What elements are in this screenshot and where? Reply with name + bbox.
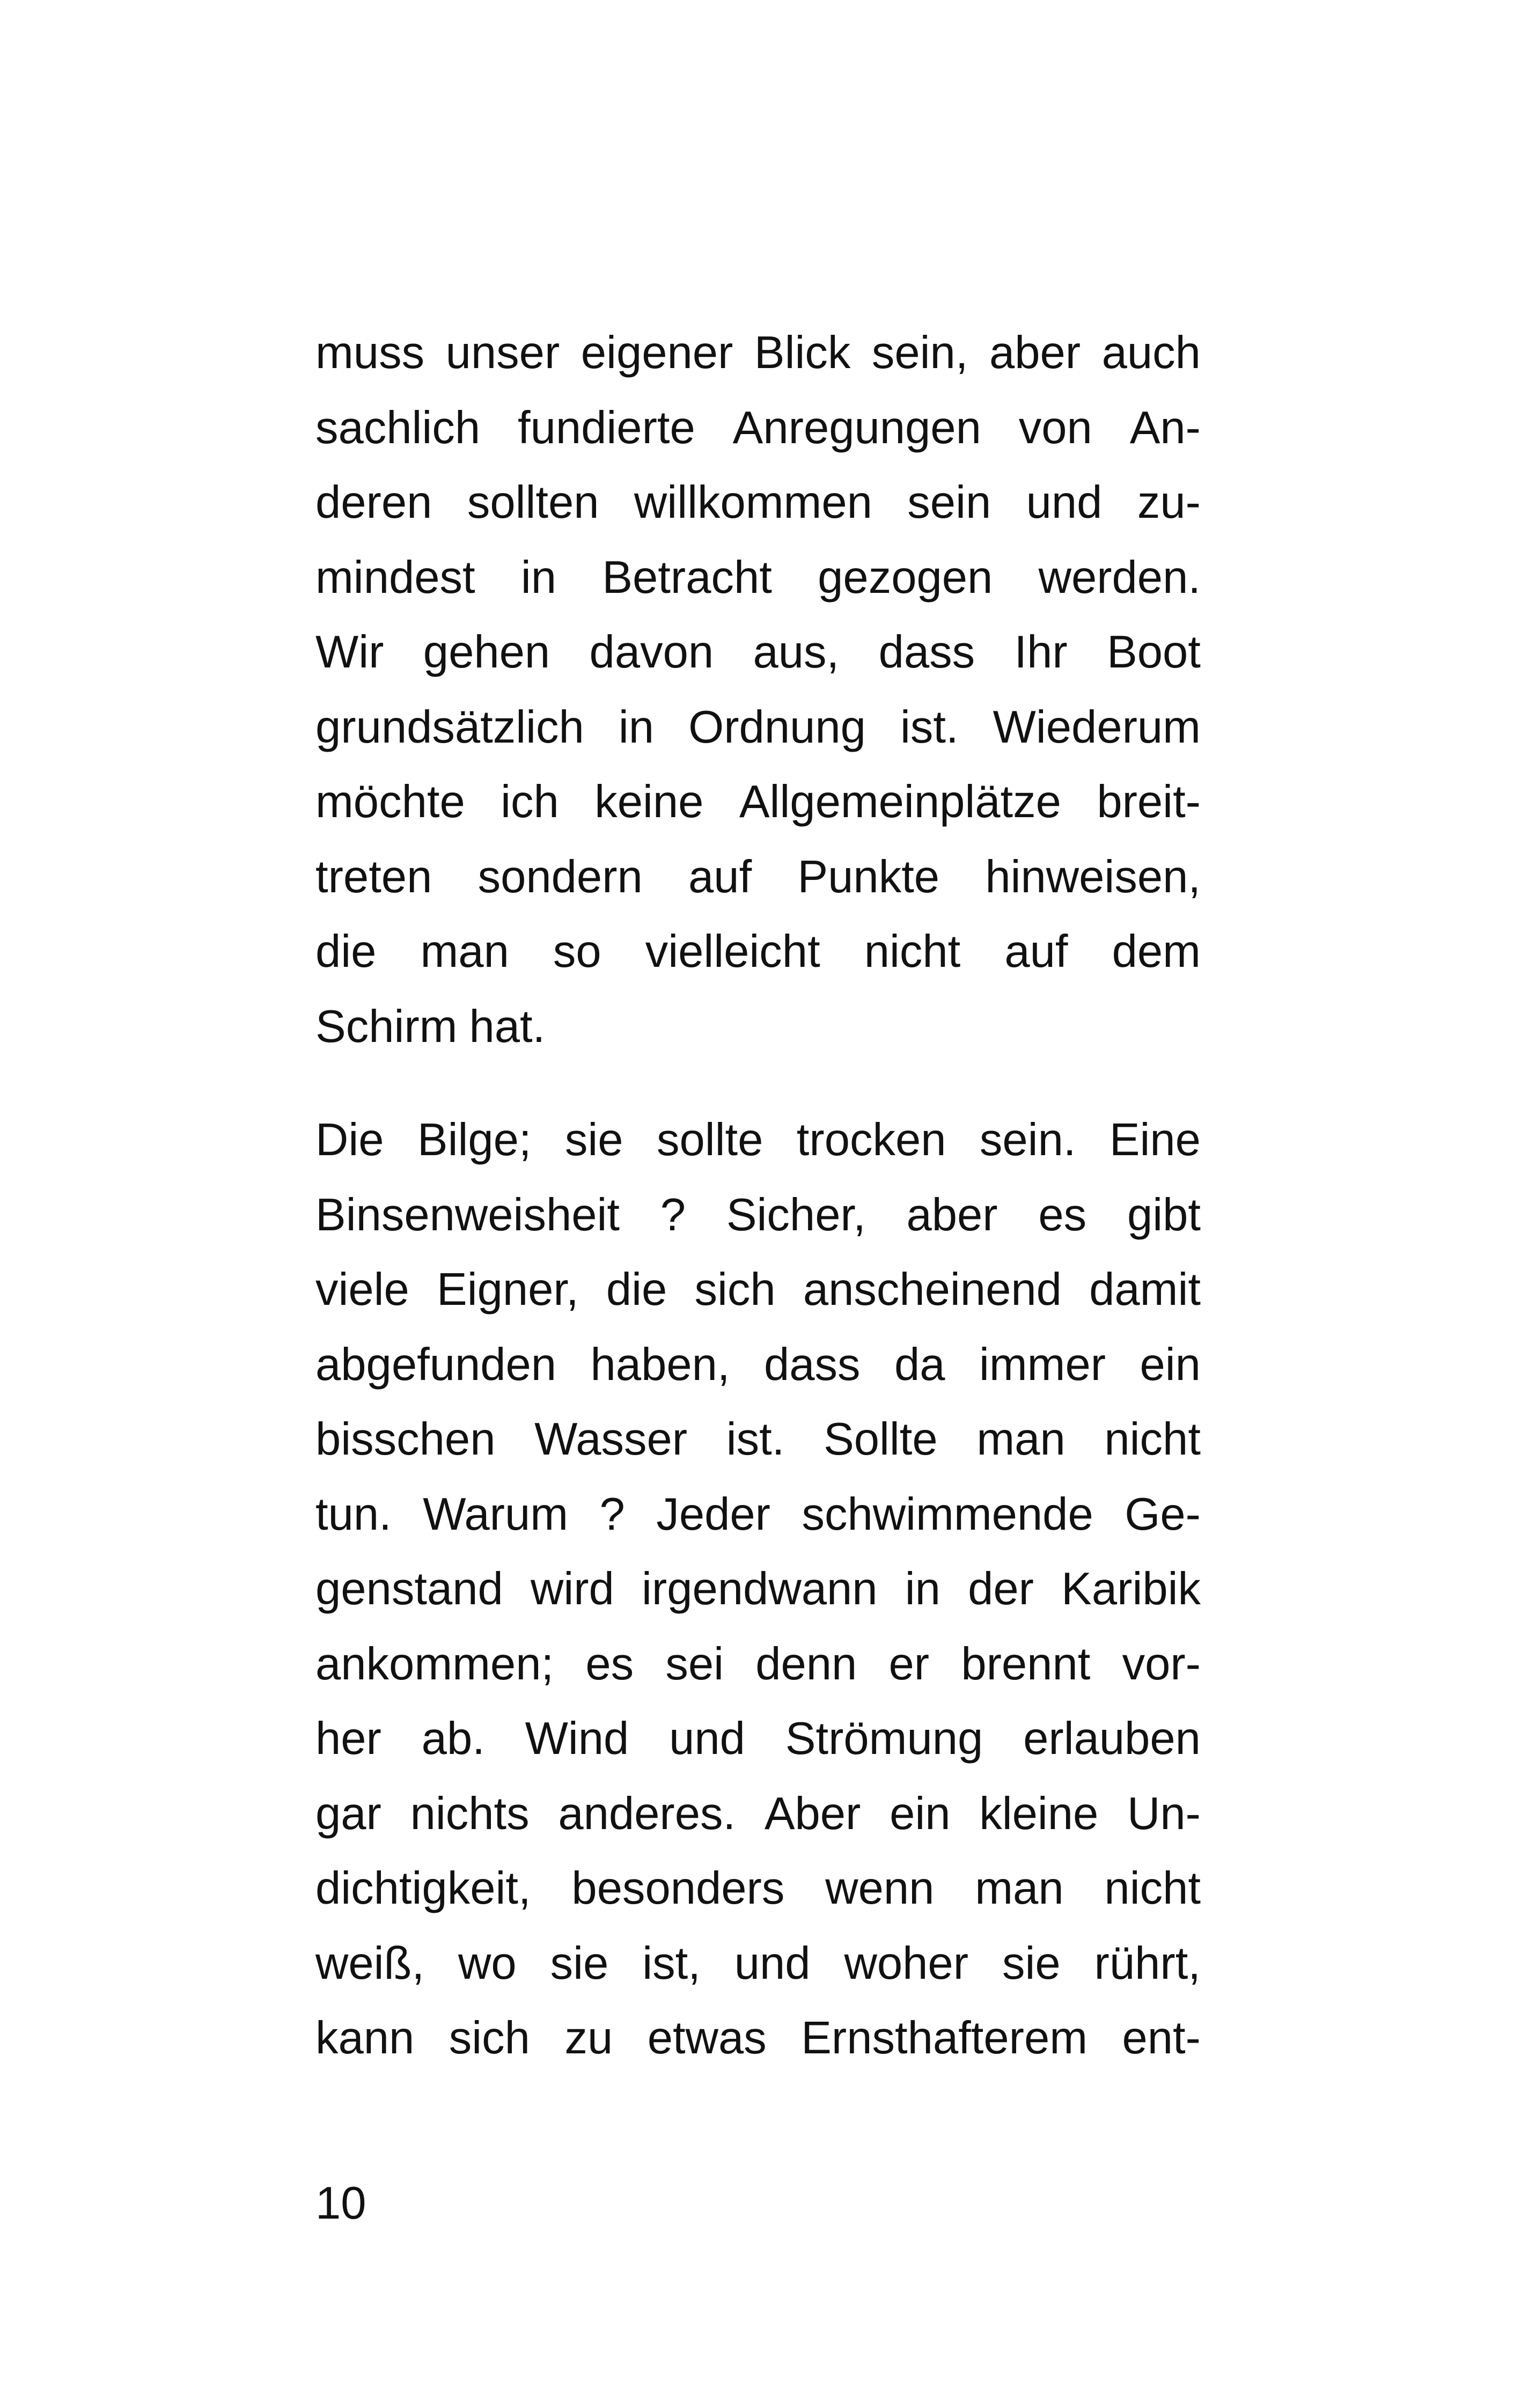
word: dass [763, 1339, 861, 1390]
word: trocken [796, 1114, 946, 1165]
word: Wasser [534, 1414, 688, 1465]
word: kann [315, 2013, 415, 2064]
word: ist. [726, 1414, 785, 1465]
word: sollten [467, 477, 599, 528]
word: Ordnung [688, 701, 866, 753]
word: nichts [410, 1788, 530, 1839]
page-number: 10 [315, 2178, 366, 2229]
text-line [315, 391, 1201, 466]
word: denn [755, 1638, 857, 1690]
word: nicht [864, 926, 961, 977]
word: und [1026, 477, 1103, 528]
word: ankommen; [315, 1638, 554, 1690]
word: so [553, 926, 601, 977]
word: und [734, 1937, 811, 1989]
word: ent- [1122, 2013, 1201, 2064]
word: besonders [571, 1863, 785, 1914]
word: fundierte [517, 402, 695, 453]
word: sondern [477, 851, 643, 902]
word: irgendwann [642, 1563, 878, 1614]
word: Wind [525, 1713, 629, 1764]
word: in [520, 552, 557, 603]
word: man [420, 926, 509, 977]
word: ? [599, 1488, 625, 1540]
word: wenn [825, 1863, 935, 1914]
word: sachlich [315, 402, 481, 453]
word: es [1038, 1189, 1087, 1240]
word: gibt [1127, 1189, 1201, 1240]
word: sie [564, 1114, 623, 1165]
word: gezogen [818, 552, 993, 603]
text-line [315, 1178, 1201, 1253]
word: ein [890, 1788, 951, 1839]
word: abgefunden [315, 1339, 557, 1390]
word: Ihr [1014, 627, 1068, 678]
text-line [315, 1327, 1201, 1403]
word: davon [589, 627, 714, 678]
word: Strömung [785, 1713, 983, 1764]
word: eigener [581, 327, 733, 378]
word: Anregungen [732, 402, 981, 453]
text-line [315, 465, 1201, 540]
word: mindest [315, 552, 475, 603]
word: genstand [315, 1563, 503, 1614]
word: er [888, 1638, 930, 1690]
word: brennt [961, 1638, 1091, 1690]
word: deren [315, 477, 432, 528]
word: in [905, 1563, 940, 1614]
word: möchte [315, 776, 465, 827]
word: Blick [754, 327, 851, 378]
word: von [1018, 402, 1092, 453]
word: ist. [900, 701, 959, 753]
word: dass [878, 627, 975, 678]
word: dem [1112, 926, 1201, 977]
word: sein. [979, 1114, 1076, 1165]
word: willkommen [634, 477, 872, 528]
word: aus, [753, 627, 840, 678]
text-line [315, 1252, 1201, 1327]
word: Wiederum [993, 701, 1201, 753]
word: An- [1129, 402, 1201, 453]
word: ich [501, 776, 559, 827]
word: Ernsthafterem [801, 2013, 1088, 2064]
text-line [315, 2001, 1201, 2076]
word: werden. [1038, 552, 1201, 603]
word: kleine [979, 1788, 1099, 1839]
word: damit [1089, 1264, 1201, 1315]
word: Eigner, [437, 1264, 579, 1315]
word: hat. [469, 1001, 546, 1052]
word: treten [315, 851, 432, 902]
word: wo [458, 1937, 517, 1989]
word: hinweisen, [985, 851, 1201, 902]
word: Eine [1109, 1114, 1201, 1165]
word: dichtigkeit, [315, 1863, 531, 1914]
text-line [315, 1627, 1201, 1702]
word: aber [989, 327, 1081, 378]
word: wird [530, 1563, 614, 1614]
word: sei [665, 1638, 724, 1690]
word: Wir [315, 627, 384, 678]
word: vielleicht [645, 926, 820, 977]
word: nicht [1104, 1863, 1201, 1914]
text-line [315, 690, 1201, 765]
word: Un- [1127, 1788, 1201, 1839]
word: es [585, 1638, 634, 1690]
text-line [315, 840, 1201, 915]
text-line [315, 765, 1201, 840]
word: nicht [1104, 1414, 1201, 1465]
word: sie [550, 1937, 609, 1989]
word: Karibik [1061, 1563, 1201, 1614]
word: in [618, 701, 655, 753]
text-line [315, 1851, 1201, 1926]
word: Jeder [656, 1488, 770, 1540]
text-line [315, 989, 1201, 1064]
text-line [315, 1926, 1201, 2001]
text-line [315, 1776, 1201, 1852]
word: der [968, 1563, 1034, 1614]
word: ? [660, 1189, 686, 1240]
word: sich [449, 2013, 530, 2064]
word: und [669, 1713, 745, 1764]
text-line [315, 1701, 1201, 1776]
word: immer [979, 1339, 1106, 1390]
word: Allgemeinplätze [739, 776, 1061, 827]
word: man [976, 1414, 1066, 1465]
word: die [606, 1264, 667, 1315]
word: sie [1002, 1937, 1061, 1989]
text-line [315, 1552, 1201, 1627]
word: auf [688, 851, 752, 902]
word: da [894, 1339, 945, 1390]
word: Sollte [824, 1414, 938, 1465]
word: viele [315, 1264, 409, 1315]
word: tun. [315, 1488, 392, 1540]
word: ein [1140, 1339, 1201, 1390]
word: Sicher, [726, 1189, 866, 1240]
word: aber [906, 1189, 998, 1240]
word: etwas [647, 2013, 767, 2064]
word: vor- [1122, 1638, 1201, 1690]
word: auf [1004, 926, 1068, 977]
text-line [315, 1477, 1201, 1552]
word: gar [315, 1788, 381, 1839]
word: grundsätzlich [315, 701, 584, 753]
word: anscheinend [803, 1264, 1062, 1315]
word: sein [907, 477, 991, 528]
text-line [315, 540, 1201, 615]
word: anderes. [558, 1788, 736, 1839]
word: sein, [871, 327, 968, 378]
word: Schirm [315, 1001, 458, 1052]
word: Die [315, 1114, 384, 1165]
word: erlauben [1023, 1713, 1201, 1764]
word: man [975, 1863, 1064, 1914]
word: sich [694, 1264, 776, 1315]
word: bisschen [315, 1414, 496, 1465]
text-line [315, 1402, 1201, 1477]
word: Betracht [602, 552, 772, 603]
word: muss [315, 327, 425, 378]
word: Ge- [1125, 1488, 1201, 1540]
word: her [315, 1713, 381, 1764]
word: weiß, [315, 1937, 425, 1989]
word: zu- [1137, 477, 1201, 528]
word: haben, [590, 1339, 730, 1390]
word: Bilge; [417, 1114, 532, 1165]
word: Punkte [797, 851, 940, 902]
word: gehen [423, 627, 550, 678]
word: Boot [1107, 627, 1201, 678]
word: breit- [1097, 776, 1201, 827]
text-line [315, 914, 1201, 989]
word: schwimmende [802, 1488, 1093, 1540]
paragraph-2 [315, 1103, 1201, 2076]
word: ab. [421, 1713, 485, 1764]
word: ist, [642, 1937, 701, 1989]
word: unser [445, 327, 560, 378]
word: woher [844, 1937, 969, 1989]
word: rührt, [1094, 1937, 1201, 1989]
word: zu [564, 2013, 613, 2064]
text-line [315, 615, 1201, 690]
text-line [315, 1103, 1201, 1178]
word: auch [1101, 327, 1201, 378]
word: keine [594, 776, 704, 827]
word: Aber [764, 1788, 861, 1839]
word: Binsenweisheit [315, 1189, 620, 1240]
word: sollte [656, 1114, 763, 1165]
paragraph-1 [315, 315, 1201, 1064]
word: die [315, 926, 377, 977]
word: Warum [423, 1488, 569, 1540]
text-line [315, 315, 1201, 391]
